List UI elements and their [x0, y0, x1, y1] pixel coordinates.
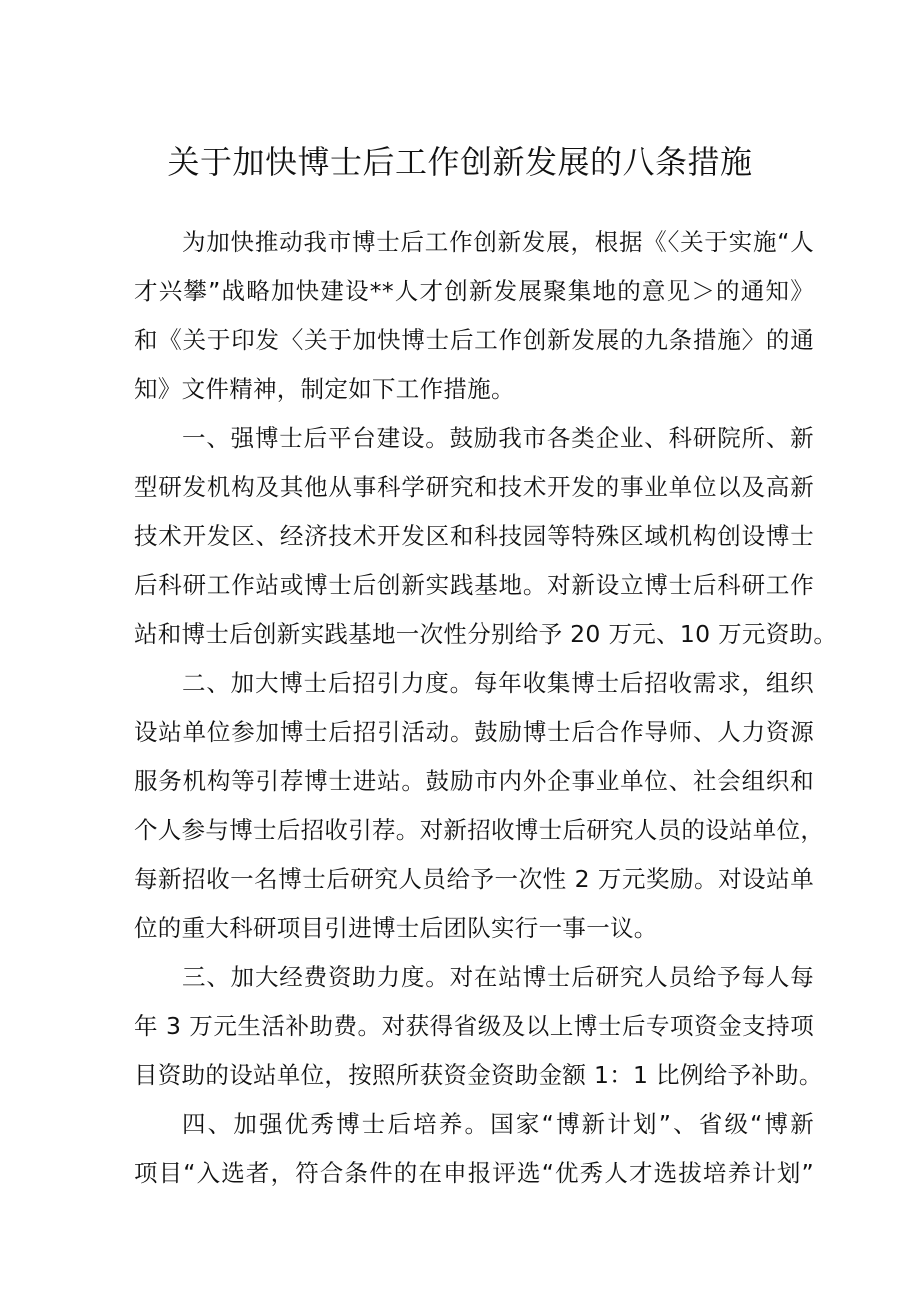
body-line: 每新招收一名博士后研究人员给予一次性 2 万元奖励。对设站单: [134, 865, 814, 893]
body-line: 型研发机构及其他从事科学研究和技术开发的事业单位以及高新: [134, 473, 814, 501]
body-line: 四、加强优秀博士后培养。国家“博新计划”、省级“博新: [182, 1110, 814, 1138]
body-line: 后科研工作站或博士后创新实践基地。对新设立博士后科研工作: [134, 571, 814, 599]
body-line: 技术开发区、经济技术开发区和科技园等特殊区域机构创设博士: [134, 522, 814, 550]
body-line: 目资助的设站单位，按照所获资金资助金额 1：1 比例给予补助。: [134, 1061, 823, 1089]
body-line: 项目“入选者，符合条件的在申报评选“优秀人才选拔培养计划”: [134, 1159, 814, 1187]
body-line: 知》文件精神，制定如下工作措施。: [134, 375, 515, 403]
body-line: 二、加大博士后招引力度。每年收集博士后招收需求，组织: [182, 669, 814, 697]
body-line: 才兴攀”战略加快建设**人才创新发展聚集地的意见＞的通知》: [134, 277, 814, 305]
body-line: 设站单位参加博士后招引活动。鼓励博士后合作导师、人力资源: [134, 718, 814, 746]
body-line: 为加快推动我市博士后工作创新发展，根据《〈关于实施“人: [182, 228, 814, 256]
document-title: 关于加快博士后工作创新发展的八条措施: [167, 143, 753, 181]
body-line: 服务机构等引荐博士进站。鼓励市内外企事业单位、社会组织和: [134, 767, 814, 795]
body-line: 个人参与博士后招收引荐。对新招收博士后研究人员的设站单位，: [134, 816, 825, 844]
body-line: 三、加大经费资助力度。对在站博士后研究人员给予每人每: [182, 963, 814, 991]
body-line: 和《关于印发〈关于加快博士后工作创新发展的九条措施〉的通: [134, 326, 814, 354]
body-line: 站和博士后创新实践基地一次性分别给予 20 万元、10 万元资助。: [134, 620, 838, 648]
body-line: 位的重大科研项目引进博士后团队实行一事一议。: [134, 914, 658, 942]
body-line: 一、强博士后平台建设。鼓励我市各类企业、科研院所、新: [182, 424, 814, 452]
document-body: [134, 218, 838, 1198]
body-line: 年 3 万元生活补助费。对获得省级及以上博士后专项资金支持项: [134, 1012, 814, 1040]
